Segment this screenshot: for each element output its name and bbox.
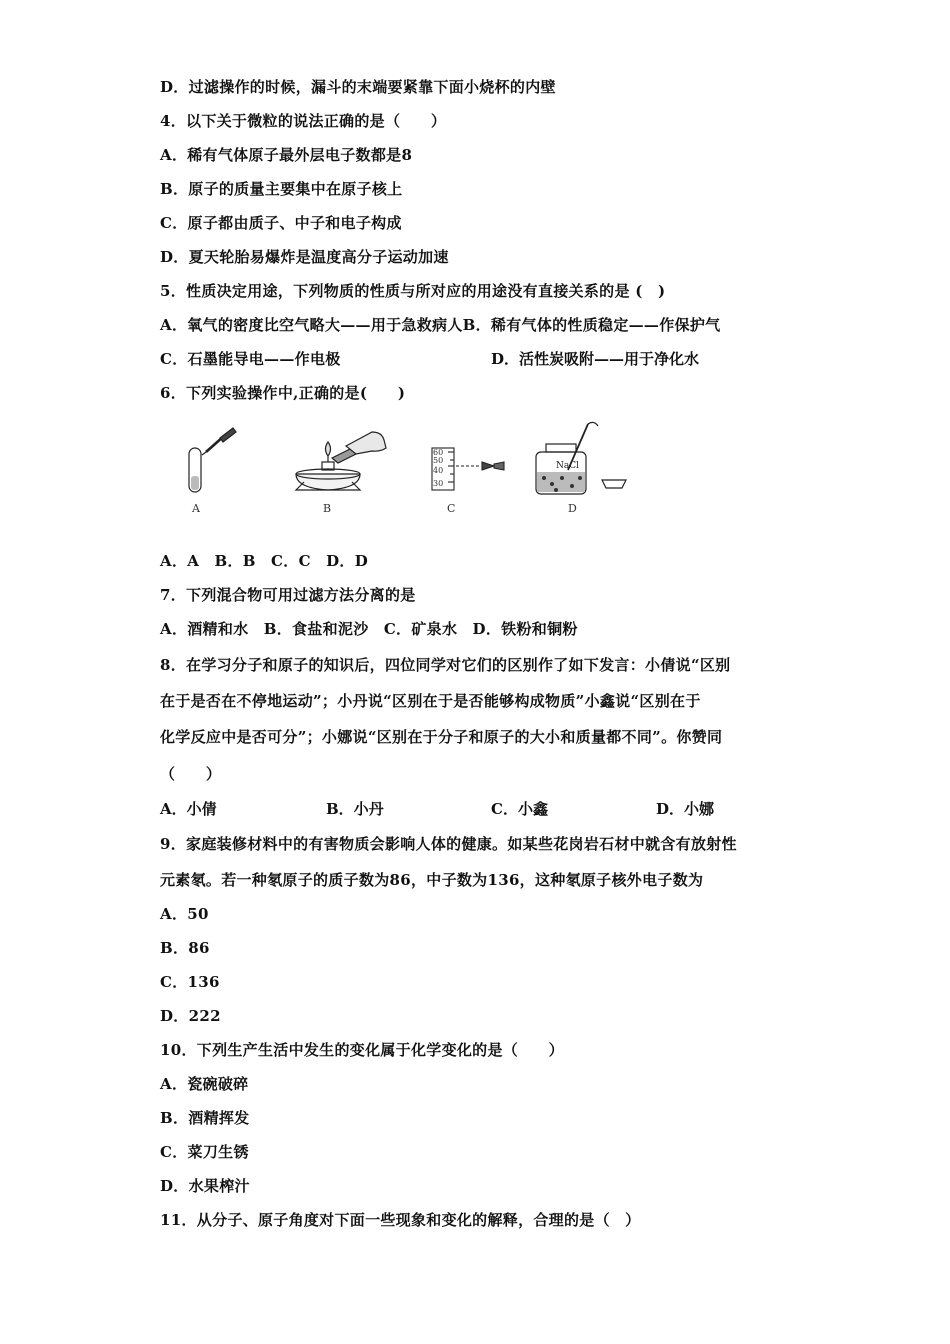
- scale-tick-50: 50: [433, 456, 444, 465]
- figure-b-alcohol-lamp: [296, 432, 386, 490]
- q8-option-a: A．小倩: [160, 800, 217, 818]
- q6-apparatus-figures: [160, 418, 640, 523]
- q9-line-1: 9．家庭装修材料中的有害物质会影响人体的健康。如某些花岗岩石材中就含有放射性: [160, 835, 737, 853]
- q4-option-b: B．原子的质量主要集中在原子核上: [160, 180, 403, 198]
- q8-option-c: C．小鑫: [491, 800, 548, 818]
- q4-option-a: A．稀有气体原子最外层电子数都是8: [160, 146, 413, 164]
- q10-stem: 10．下列生产生活中发生的变化属于化学变化的是（ ）: [160, 1041, 564, 1059]
- q8-line-2: 在于是否在不停地运动”；小丹说“区别在于是否能够构成物质”小鑫说“区别在于: [160, 692, 701, 710]
- q8-line-1: 8．在学习分子和原子的知识后，四位同学对它们的区别作了如下发言：小倩说“区别: [160, 656, 731, 674]
- q11-stem: 11．从分子、原子角度对下面一些现象和变化的解释，合理的是（ ）: [160, 1211, 641, 1229]
- q5-option-d: D．活性炭吸附——用于净化水: [491, 350, 700, 368]
- q8-line-3: 化学反应中是否可分”；小娜说“区别在于分子和原子的大小和质量都不同”。你赞同: [160, 728, 723, 746]
- q8-option-b: B．小丹: [326, 800, 384, 818]
- q4-option-d: D．夏天轮胎易爆炸是温度高分子运动加速: [160, 248, 449, 266]
- q9-option-b: B．86: [160, 939, 210, 957]
- q9-option-d: D．222: [160, 1007, 221, 1025]
- figure-d-reagent-jar: [536, 422, 626, 494]
- q10-option-b: B．酒精挥发: [160, 1109, 250, 1127]
- q9-option-a: A．50: [160, 905, 209, 923]
- q6-options: A．A B．B C．C D．D: [160, 552, 369, 570]
- q5-option-c: C．石墨能导电——作电极: [160, 350, 341, 368]
- q10-option-c: C．菜刀生锈: [160, 1143, 249, 1161]
- q10-option-a: A．瓷碗破碎: [160, 1075, 249, 1093]
- q3-option-d: D．过滤操作的时候，漏斗的末端要紧靠下面小烧杯的内壁: [160, 78, 556, 96]
- figure-label-c: C: [447, 502, 456, 515]
- figure-a-dropper-in-test-tube: [189, 428, 236, 492]
- q9-option-c: C．136: [160, 973, 220, 991]
- q10-option-d: D．水果榨汁: [160, 1177, 250, 1195]
- figure-label-d: D: [568, 502, 577, 515]
- q6-stem: 6．下列实验操作中,正确的是( ): [160, 384, 406, 402]
- q5-option-ab: A．氧气的密度比空气略大——用于急救病人B．稀有气体的性质稳定——作保护气: [160, 316, 721, 334]
- q4-option-c: C．原子都由质子、中子和电子构成: [160, 214, 402, 232]
- q9-line-2: 元素氡。若一种氡原子的质子数为86，中子数为136，这种氡原子核外电子数为: [160, 871, 704, 889]
- q4-stem: 4．以下关于微粒的说法正确的是（ ）: [160, 112, 447, 130]
- jar-label-nacl: NaCl: [556, 461, 580, 471]
- q8-line-4: （ ）: [160, 765, 222, 783]
- q5-stem: 5．性质决定用途，下列物质的性质与所对应的用途没有直接关系的是 ( ): [160, 282, 666, 300]
- q7-options: A．酒精和水 B．食盐和泥沙 C．矿泉水 D．铁粉和铜粉: [160, 620, 578, 638]
- scale-tick-40: 40: [433, 466, 444, 475]
- figure-label-b: B: [323, 502, 332, 515]
- figure-label-a: A: [192, 502, 200, 515]
- scale-tick-30: 30: [433, 479, 444, 488]
- scale-tick-60: 60: [433, 448, 444, 457]
- q7-stem: 7．下列混合物可用过滤方法分离的是: [160, 586, 416, 604]
- q8-option-d: D．小娜: [656, 800, 715, 818]
